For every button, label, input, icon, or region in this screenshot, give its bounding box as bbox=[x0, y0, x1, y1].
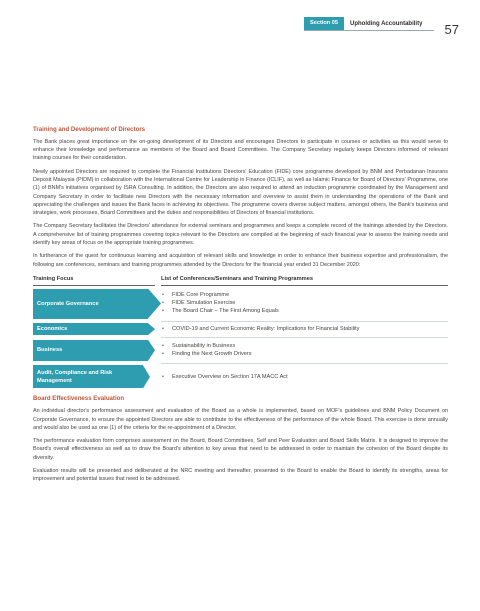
header-rule-right bbox=[161, 285, 448, 286]
focus-label: Business bbox=[33, 340, 148, 361]
bullet-icon: • bbox=[162, 291, 164, 298]
evaluation-paragraph: An individual director's performance assessment and evaluation of the Board as a whole is implemented, based on MOF's guidelines and BNM Policy Document on Corporate Governance, to ensure the appointed Directors are able to contribute to the effectiveness of the performance of the whole Board. This exercise is done annually and would also be used as one (1) of the criteria for the re-appointment of a Director. bbox=[33, 408, 448, 431]
page-number: 57 bbox=[444, 22, 459, 37]
programme-list bbox=[162, 340, 448, 361]
programme-list bbox=[162, 365, 448, 388]
bullet-icon: • bbox=[162, 299, 164, 306]
training-paragraph: In furtherance of the quest for continuous learning and acquisition of relevant skills and knowledge in order to enhance their business expertise and professionalism, the following are conferences, seminars and training programmes attended by the Directors for the financial year ended 31 December 2020: bbox=[33, 253, 448, 268]
training-paragraph: Newly appointed Directors are required to complete the Financial Institutions Directors' Education (FIDE) core programme developed by BNM and Perbadanan Insurans Deposit Malaysia (PIDM) in collaboration with the International Centre for Leadership in Finance (ICLIF), as well as Islamic Finance for Board of Directors' Programme, one (1) of BNM's initiatives organised by ISRA Consulting. In addition, the Directors are also required to attend an induction programme coordinated by the Management and Company Secretary in order to facilitate new Directors with the necessary information and overview to assist them in understanding the operations of the Bank and appreciating the challenges and issues the Bank faces in achieving its objectives. The programme covers diverse subject matters, amongst others, the Bank's business and strategies, work processes, Board Committees and the duties and responsibilities of Directors of financial institutions. bbox=[33, 168, 448, 216]
focus-label: Audit, Compliance and Risk Management bbox=[33, 365, 143, 388]
programme-name: FIDE Core Programme bbox=[172, 291, 230, 298]
programme-list bbox=[162, 289, 448, 319]
bullet-icon: • bbox=[162, 342, 164, 349]
list-item bbox=[162, 350, 448, 358]
bullet-icon: • bbox=[162, 373, 164, 380]
list-item bbox=[162, 307, 448, 315]
training-paragraph: The Company Secretary facilitates the Directors' attendance for external seminars and programmes and keeps a complete record of the trainings attended by the Directors. A comprehensive list of training programmes covering topics relevant to the Directors are compiled at the beginning of each financial year to assess the training needs and identify key areas of focus on the appropriate training programmes. bbox=[33, 223, 448, 246]
page-content bbox=[33, 126, 448, 489]
programme-name: Finding the Next Growth Drivers bbox=[172, 351, 252, 358]
row-divider bbox=[161, 337, 448, 338]
focus-label: Economics bbox=[33, 323, 148, 335]
table-header bbox=[33, 276, 448, 285]
col-header-focus: Training Focus bbox=[33, 275, 74, 282]
training-table bbox=[33, 276, 448, 389]
header-divider bbox=[304, 30, 434, 31]
col-header-programmes: List of Conferences/Seminars and Training Programmes bbox=[161, 275, 314, 282]
header-rules bbox=[33, 285, 448, 286]
training-paragraph: The Bank places great importance on the on-going development of its Directors and encourages Directors to participate in courses or activities as this would serve to enhance their knowledge and performance as members of the Board and Board Committees. The Company Secretary regularly keeps Directors informed of relevant training courses for their consideration. bbox=[33, 139, 448, 162]
programme-name: FIDE Simulation Exercise bbox=[172, 299, 236, 306]
bullet-icon: • bbox=[162, 308, 164, 315]
bullet-icon: • bbox=[162, 326, 164, 333]
list-item bbox=[162, 325, 448, 333]
programme-name: COVID-19 and Current Economic Reality: Implications for Financial Stability bbox=[172, 326, 360, 333]
table-row bbox=[33, 340, 448, 361]
section-label: Section 05 bbox=[304, 17, 344, 30]
evaluation-paragraph: Evaluation results will be presented and deliberated at the NRC meeting and thereafter, presented to the Board to enable the Board to identify its strengths, areas for improvement and potential issues that need to be addressed. bbox=[33, 468, 448, 483]
list-item bbox=[162, 291, 448, 299]
evaluation-paragraph: The performance evaluation form comprises assessment on the Board, Board Committees, Self and Peer Evaluation and Board Skills Matrix. It is designed to improve the Board's overall effectiveness as well as to draw the Board's attention to key areas that need to be addressed in order to maintain the cohesion of the Board despite its diversity. bbox=[33, 438, 448, 461]
programme-list bbox=[162, 323, 448, 335]
programme-name: Executive Overview on Section 17A MACC Act bbox=[172, 373, 288, 380]
focus-label: Corporate Governance bbox=[33, 289, 148, 319]
table-row bbox=[33, 289, 448, 319]
section-title: Upholding Accountability bbox=[349, 20, 423, 27]
row-divider bbox=[161, 363, 448, 364]
table-row bbox=[33, 365, 448, 388]
list-item bbox=[162, 342, 448, 350]
page-header bbox=[304, 17, 426, 30]
row-divider bbox=[161, 321, 448, 322]
programme-name: Sustainability in Business bbox=[172, 342, 236, 349]
bullet-icon: • bbox=[162, 351, 164, 358]
list-item bbox=[162, 373, 288, 381]
list-item bbox=[162, 299, 448, 307]
header-rule-left bbox=[33, 285, 155, 286]
programme-name: The Board Chair – The First Among Equals bbox=[172, 308, 279, 315]
evaluation-heading: Board Effectiveness Evaluation bbox=[33, 395, 125, 403]
training-heading: Training and Development of Directors bbox=[33, 126, 146, 133]
table-row bbox=[33, 323, 448, 335]
